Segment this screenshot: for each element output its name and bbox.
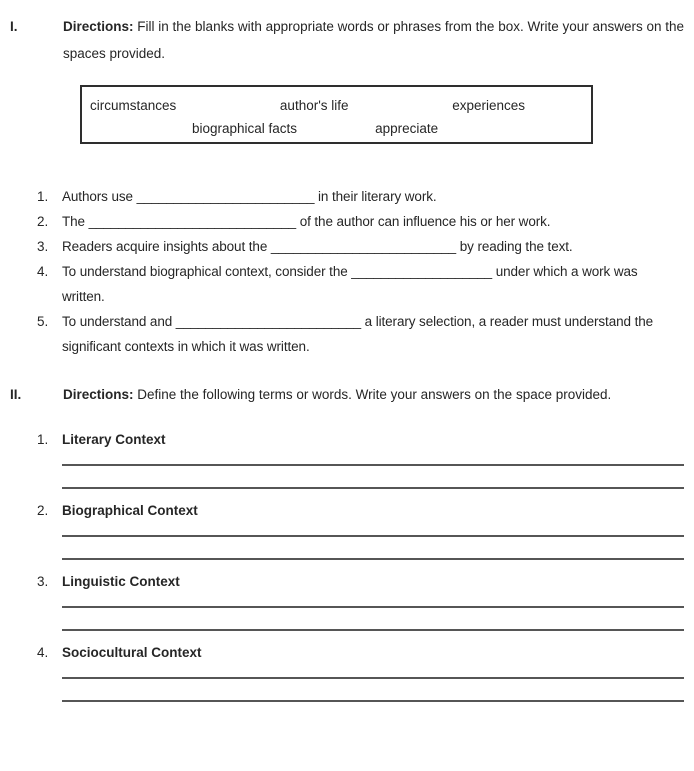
word-bank-box [80, 85, 593, 144]
term-label: Sociocultural Context [62, 645, 202, 660]
definition-terms [37, 431, 685, 702]
question-number: 1. [37, 189, 49, 204]
term-head [37, 644, 685, 661]
answer-line [62, 464, 684, 466]
term-number: 3. [37, 574, 49, 589]
term-number: 2. [37, 503, 49, 518]
word-bank-word: experiences [452, 98, 525, 113]
question-row [37, 234, 685, 259]
term-label: Linguistic Context [62, 574, 180, 589]
answer-line [62, 558, 684, 560]
section1-numeral: I. [10, 19, 18, 34]
question-text: Authors use ________________________ in their literary work. [62, 189, 437, 204]
answer-line [62, 700, 684, 702]
section1-header [10, 13, 685, 67]
word-bank-row-2 [82, 117, 591, 140]
word-bank-word: biographical facts [192, 121, 298, 136]
directions-text: Define the following terms or words. Write your answers on the space provided. [137, 387, 612, 402]
answer-line [62, 677, 684, 679]
directions-label: Directions: [63, 19, 134, 34]
term-block [37, 573, 685, 631]
section2-numeral: II. [10, 387, 22, 402]
term-label: Biographical Context [62, 503, 198, 518]
question-number: 3. [37, 239, 49, 254]
word-bank-row-1 [82, 94, 591, 117]
question-text: To understand and _________________________ a literary selection, a reader must understand the significant contexts in which it was written. [62, 314, 654, 354]
question-row [37, 209, 685, 234]
term-head [37, 502, 685, 519]
answer-line [62, 629, 684, 631]
section2-header [10, 381, 685, 408]
answer-line [62, 606, 684, 608]
question-number: 2. [37, 214, 49, 229]
directions-text: Fill in the blanks with appropriate words or phrases from the box. Write your answers on the spaces provided. [63, 19, 685, 61]
word-bank-word: author's life [279, 98, 349, 113]
word-bank-word: appreciate [375, 121, 439, 136]
answer-line [62, 535, 684, 537]
section1-directions [63, 13, 685, 67]
section2-directions [63, 381, 685, 408]
question-text: The ____________________________ of the author can influence his or her work. [62, 214, 551, 229]
term-block [37, 431, 685, 489]
question-text: To understand biographical context, consider the ___________________ under which a work was written. [62, 264, 638, 304]
term-head [37, 573, 685, 590]
answer-line [62, 487, 684, 489]
term-head [37, 431, 685, 448]
question-row [37, 259, 685, 309]
question-row [37, 184, 685, 209]
term-block [37, 644, 685, 702]
directions-label: Directions: [63, 387, 134, 402]
term-label: Literary Context [62, 432, 166, 447]
question-row [37, 309, 685, 359]
term-block [37, 502, 685, 560]
question-text: Readers acquire insights about the _________________________ by reading the text. [62, 239, 573, 254]
question-number: 5. [37, 314, 49, 329]
word-bank-word: circumstances [90, 98, 177, 113]
fill-blank-questions [37, 184, 685, 359]
question-number: 4. [37, 264, 49, 279]
term-number: 1. [37, 432, 49, 447]
term-number: 4. [37, 645, 49, 660]
